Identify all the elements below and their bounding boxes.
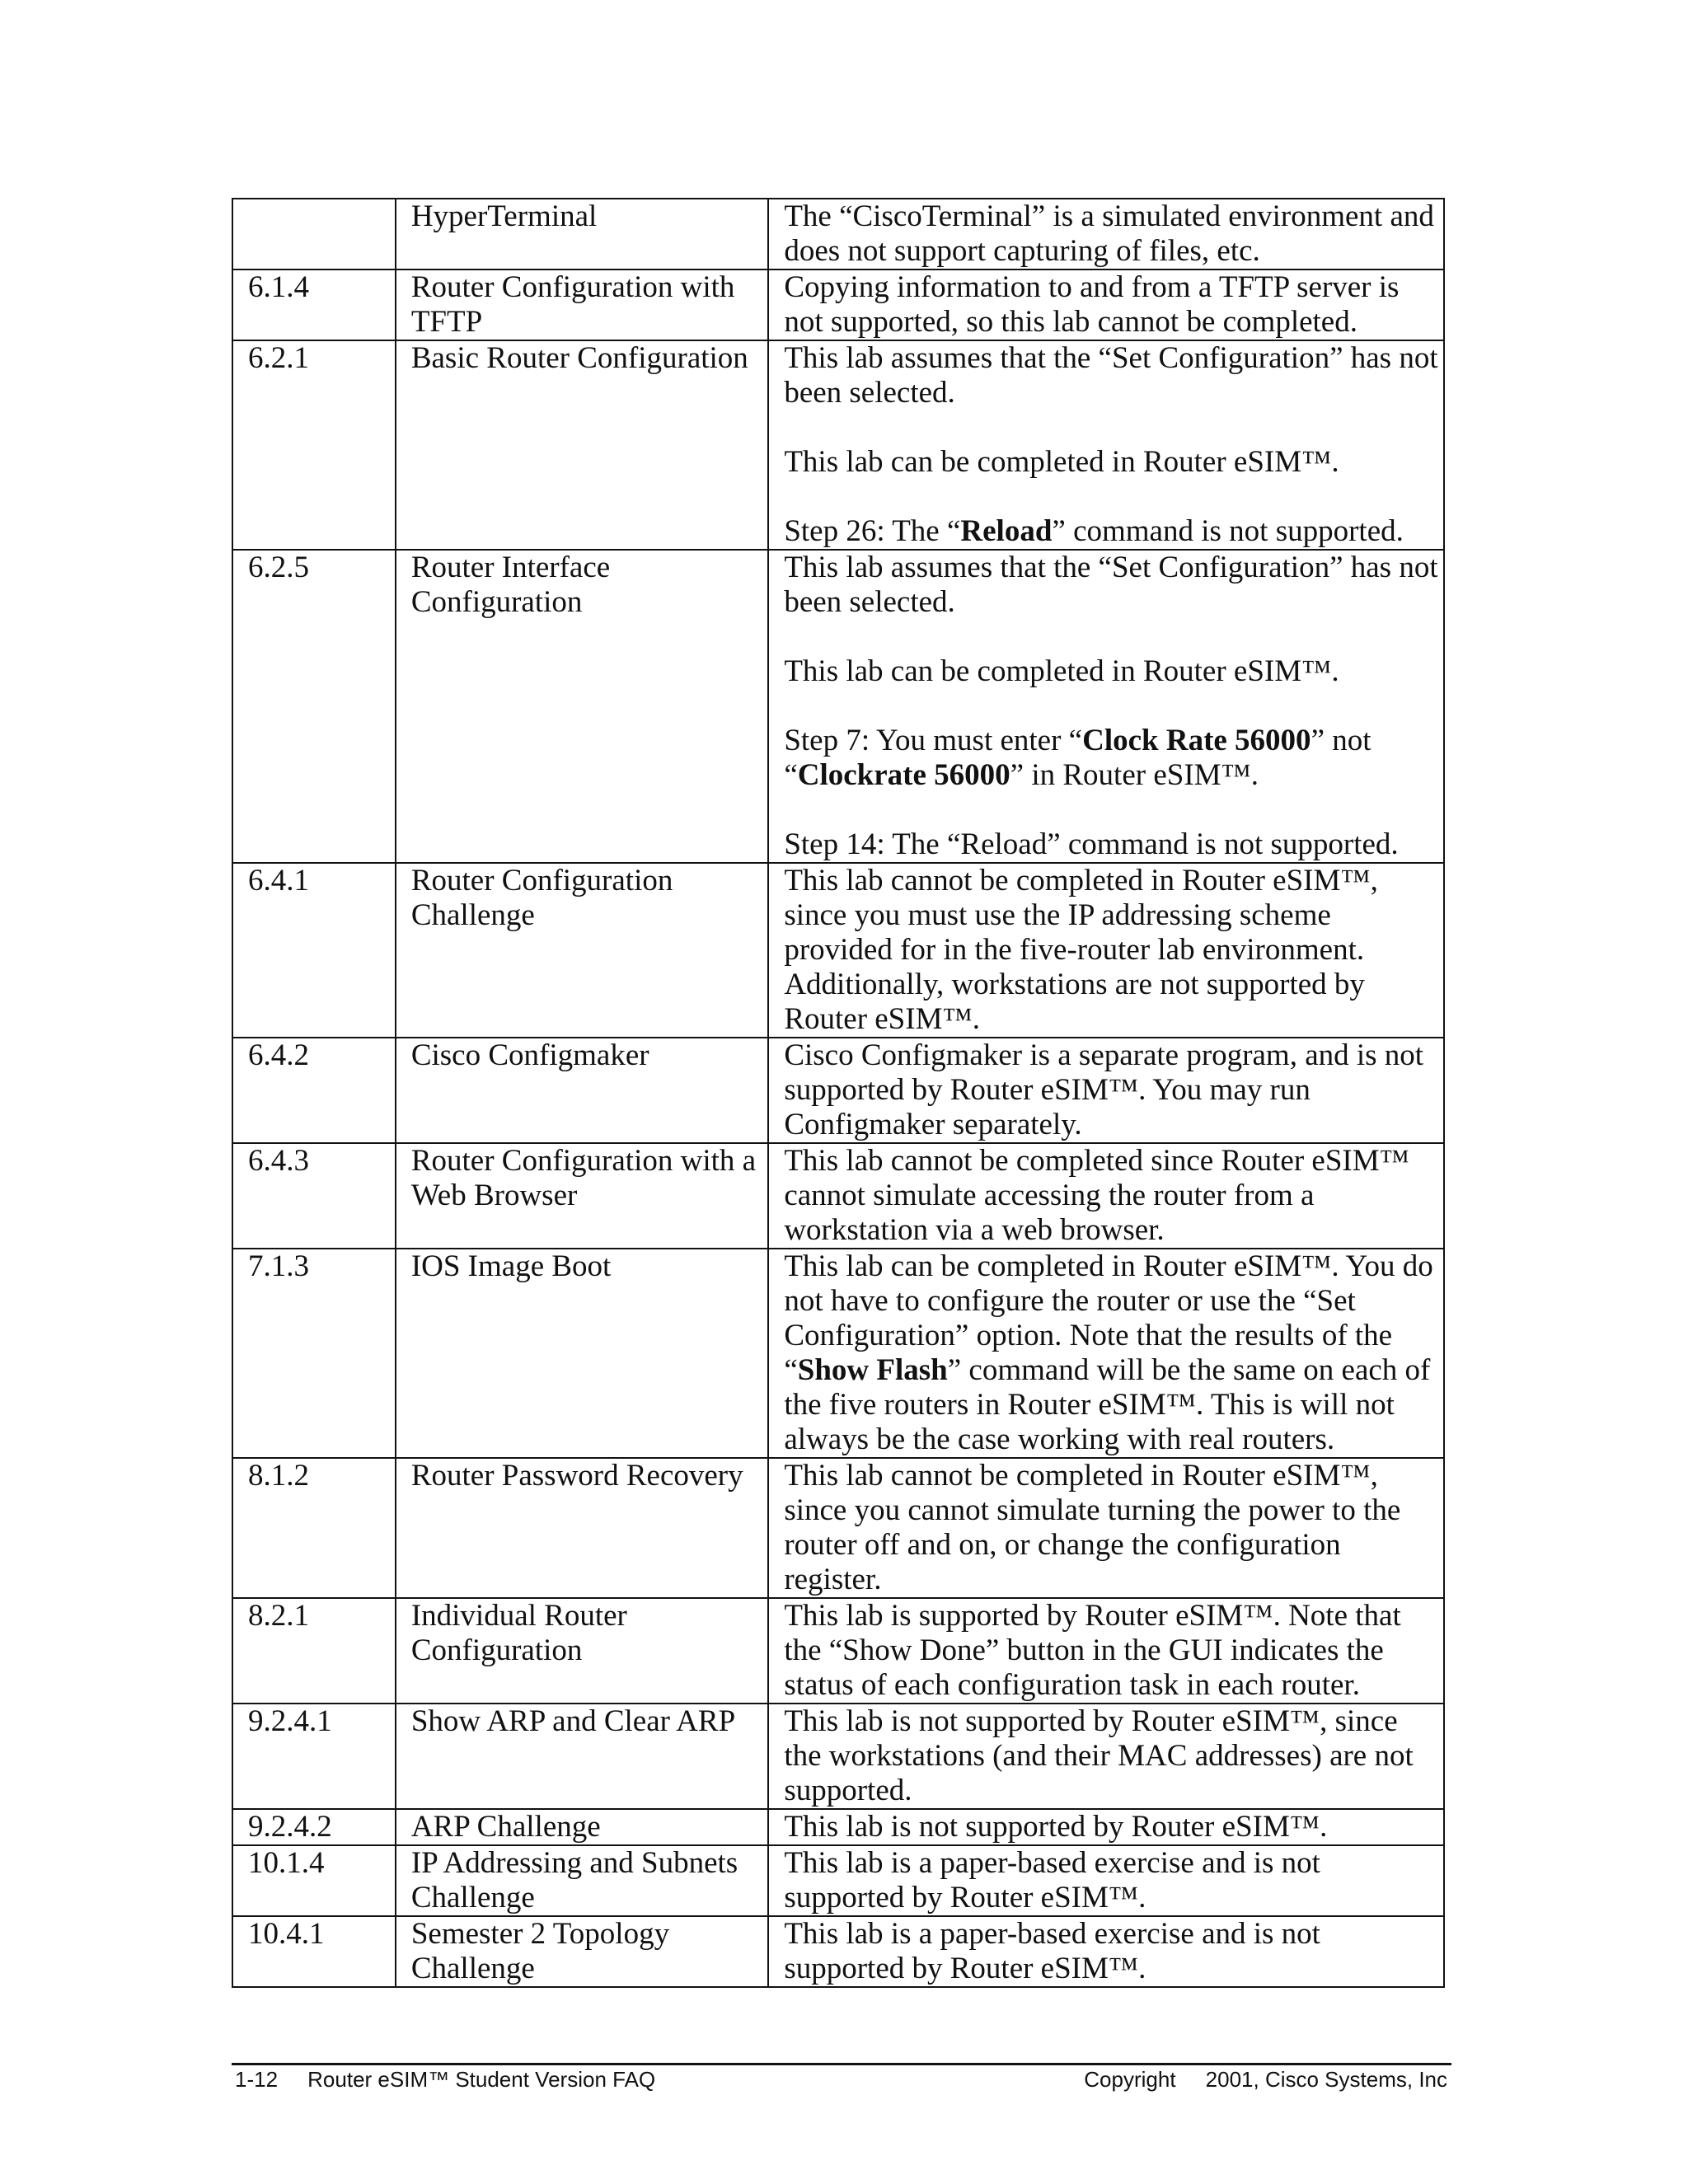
note-text: This lab is supported by Router eSIM™. Note that the “Show Done” button in the GUI indicates the status of each configuration task in each router. — [784, 1599, 1401, 1702]
note-paragraph — [784, 1704, 1440, 1808]
note-text: Step 7: You must enter “ — [784, 724, 1083, 757]
table-row — [232, 1458, 1444, 1598]
note-text: This lab assumes that the “Set Configuration” has not been selected. — [784, 341, 1438, 410]
note-paragraph — [784, 341, 1440, 410]
table-row — [232, 550, 1444, 863]
lab-support-table — [232, 198, 1445, 1988]
lab-number-cell: 10.4.1 — [232, 1916, 396, 1987]
lab-number-cell: 6.4.3 — [232, 1143, 396, 1249]
note-text: Copying information to and from a TFTP server is not supported, so this lab cannot be completed. — [784, 270, 1400, 339]
note-paragraph — [784, 551, 1440, 620]
lab-name-cell: Individual Router Configuration — [396, 1598, 769, 1704]
note-text: This lab cannot be completed in Router eSIM™, since you cannot simulate turning the power to the router off and on, or change the configuration register. — [784, 1459, 1401, 1596]
lab-number-cell: 10.1.4 — [232, 1845, 396, 1916]
lab-name-cell: Show ARP and Clear ARP — [396, 1704, 769, 1809]
note-text: Step 14: The “Reload” command is not supported. — [784, 827, 1399, 861]
table-row — [232, 1598, 1444, 1704]
footer-page-title: 1-12 Router eSIM™ Student Version FAQ — [235, 2067, 656, 2092]
note-paragraph — [784, 864, 1440, 1037]
table-row — [232, 1809, 1444, 1845]
lab-name-cell: Cisco Configmaker — [396, 1038, 769, 1143]
lab-notes-cell — [768, 1458, 1444, 1598]
lab-name-cell: HyperTerminal — [396, 199, 769, 269]
note-paragraph — [784, 724, 1440, 793]
table-row — [232, 269, 1444, 340]
note-paragraph — [784, 1599, 1440, 1703]
note-text: ” command is not supported. — [1052, 514, 1404, 548]
lab-name-cell: Router Password Recovery — [396, 1458, 769, 1598]
lab-name-cell: Router Interface Configuration — [396, 550, 769, 863]
table-row — [232, 1916, 1444, 1987]
note-paragraph — [784, 445, 1440, 480]
lab-name-cell: IOS Image Boot — [396, 1249, 769, 1458]
lab-notes-cell — [768, 550, 1444, 863]
table-row — [232, 340, 1444, 550]
footer-copyright: Copyright 2001, Cisco Systems, Inc — [1084, 2067, 1447, 2092]
lab-number-cell: 6.4.2 — [232, 1038, 396, 1143]
note-paragraph — [784, 270, 1440, 340]
lab-notes-cell — [768, 1598, 1444, 1704]
note-text: ” in Router eSIM™. — [1010, 758, 1259, 792]
note-text: This lab cannot be completed in Router eSIM™, since you must use the IP addressing scheme provided for in the five-router lab environment. Additionally, workstations are not supported by Router eSIM™. — [784, 864, 1378, 1036]
table-row — [232, 1038, 1444, 1143]
lab-notes-cell — [768, 1143, 1444, 1249]
note-text: The “CiscoTerminal” is a simulated environment and does not support capturing of files, etc. — [784, 199, 1434, 268]
lab-number-cell: 7.1.3 — [232, 1249, 396, 1458]
note-text: ” not “ — [784, 724, 1372, 792]
note-paragraph — [784, 1249, 1440, 1457]
note-text: This lab can be completed in Router eSIM™. — [784, 654, 1339, 688]
note-text: This lab can be completed in Router eSIM™. You do not have to configure the router or use the “Set Configuration” option. Note that the results of the “ — [784, 1249, 1433, 1387]
lab-name-cell: Router Configuration with TFTP — [396, 269, 769, 340]
note-paragraph — [784, 199, 1440, 269]
note-text: This lab can be completed in Router eSIM™. — [784, 445, 1339, 479]
table-row — [232, 1143, 1444, 1249]
lab-number-cell: 6.2.1 — [232, 340, 396, 550]
lab-number-cell: 8.1.2 — [232, 1458, 396, 1598]
note-paragraph — [784, 1459, 1440, 1597]
note-paragraph — [784, 654, 1440, 689]
note-text: Step 26: The “ — [784, 514, 961, 548]
lab-name-cell: Router Configuration with a Web Browser — [396, 1143, 769, 1249]
table-row — [232, 1845, 1444, 1916]
lab-notes-cell — [768, 1704, 1444, 1809]
note-text: This lab cannot be completed since Router eSIM™ cannot simulate accessing the router from a workstation via a web browser. — [784, 1144, 1409, 1247]
bold-command-text: Clock Rate 56000 — [1082, 724, 1311, 757]
note-paragraph — [784, 1810, 1440, 1844]
note-text: This lab is not supported by Router eSIM™. — [784, 1810, 1328, 1844]
note-text: Cisco Configmaker is a separate program, and is not supported by Router eSIM™. You may run Configmaker separately. — [784, 1038, 1424, 1141]
note-paragraph — [784, 1144, 1440, 1248]
lab-notes-cell — [768, 1845, 1444, 1916]
lab-number-cell: 9.2.4.1 — [232, 1704, 396, 1809]
lab-number-cell: 6.1.4 — [232, 269, 396, 340]
lab-notes-cell — [768, 340, 1444, 550]
lab-notes-cell — [768, 863, 1444, 1038]
lab-notes-cell — [768, 269, 1444, 340]
table-row — [232, 199, 1444, 269]
lab-name-cell: IP Addressing and Subnets Challenge — [396, 1845, 769, 1916]
table-row — [232, 863, 1444, 1038]
note-paragraph — [784, 514, 1440, 549]
note-text: This lab assumes that the “Set Configuration” has not been selected. — [784, 551, 1438, 619]
note-paragraph — [784, 1917, 1440, 1986]
lab-notes-cell — [768, 1809, 1444, 1845]
note-text: This lab is a paper-based exercise and is not supported by Router eSIM™. — [784, 1846, 1320, 1915]
table-row — [232, 1249, 1444, 1458]
lab-number-cell: 9.2.4.2 — [232, 1809, 396, 1845]
lab-number-cell: 8.2.1 — [232, 1598, 396, 1704]
lab-name-cell: ARP Challenge — [396, 1809, 769, 1845]
bold-command-text: Show Flash — [797, 1353, 948, 1387]
note-text: This lab is not supported by Router eSIM™, since the workstations (and their MAC addresses) are not supported. — [784, 1704, 1414, 1807]
note-text: ” command will be the same on each of the five routers in Router eSIM™. This is will not always be the case working with real routers. — [784, 1353, 1431, 1456]
lab-name-cell: Router Configuration Challenge — [396, 863, 769, 1038]
lab-number-cell: 6.2.5 — [232, 550, 396, 863]
note-paragraph — [784, 1846, 1440, 1915]
lab-table-body — [232, 199, 1444, 1987]
lab-notes-cell — [768, 1916, 1444, 1987]
bold-command-text: Clockrate 56000 — [797, 758, 1010, 792]
lab-name-cell: Basic Router Configuration — [396, 340, 769, 550]
lab-number-cell: 6.4.1 — [232, 863, 396, 1038]
lab-notes-cell — [768, 1249, 1444, 1458]
note-paragraph — [784, 827, 1440, 862]
footer-rule — [232, 2063, 1451, 2065]
table-row — [232, 1704, 1444, 1809]
bold-command-text: Reload — [960, 514, 1053, 548]
lab-notes-cell — [768, 199, 1444, 269]
lab-name-cell: Semester 2 Topology Challenge — [396, 1916, 769, 1987]
lab-number-cell — [232, 199, 396, 269]
lab-notes-cell — [768, 1038, 1444, 1143]
note-text: This lab is a paper-based exercise and is not supported by Router eSIM™. — [784, 1917, 1320, 1985]
note-paragraph — [784, 1038, 1440, 1142]
